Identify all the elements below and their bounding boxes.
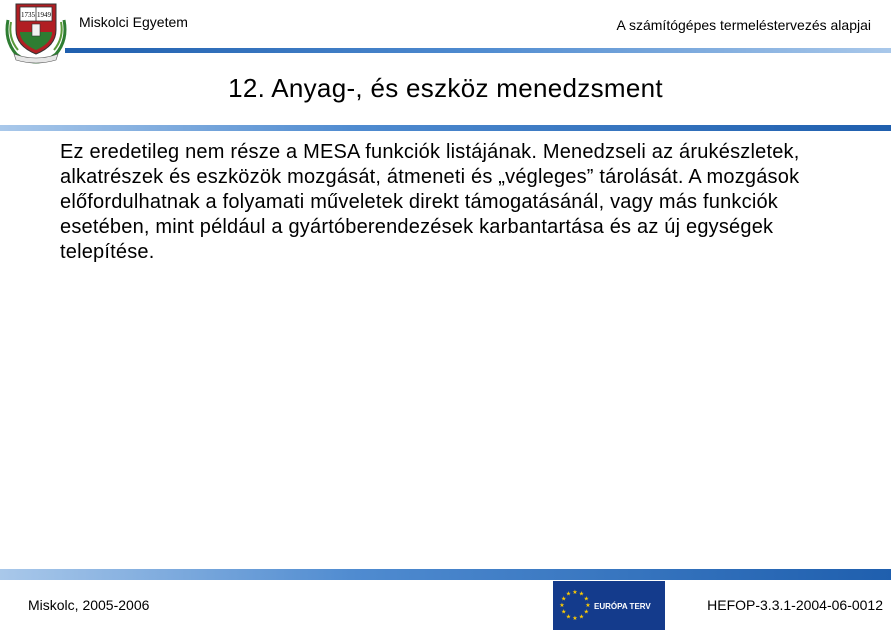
crest-year-right: 1949 [37, 11, 51, 19]
eu-logo-label: EURÓPA TERV [594, 602, 651, 611]
crest-year-left: 1735 [21, 11, 35, 19]
eu-stars-icon [553, 581, 665, 630]
eu-logo [553, 581, 665, 630]
header-university-name: Miskolci Egyetem [79, 14, 188, 30]
eu-star: ★ [565, 590, 572, 598]
eu-star: ★ [583, 595, 589, 603]
header-course-title: A számítógépes termeléstervezés alapjai [616, 17, 871, 33]
eu-star: ★ [559, 602, 565, 609]
eu-star: ★ [578, 613, 585, 621]
footer-place-date: Miskolc, 2005-2006 [28, 597, 150, 613]
slide-title: 12. Anyag-, és eszköz menedzsment [228, 73, 663, 103]
slide-body-text: Ez eredetileg nem része a MESA funkciók listájának. Menedzseli az árukészletek, alkatrészek és eszközök mozgását, átmeneti és „végleges” tárolását. A mozgások előfordulhatnak a folyamati műveletek direkt támogatásánál, vagy más funkciók esetében, mint például a gyártóberendezések karbantartása és az új egységek telepítése. [60, 141, 800, 263]
university-crest-icon [2, 0, 70, 66]
university-logo [2, 0, 70, 66]
footer-project-code: HEFOP-3.3.1-2004-06-0012 [707, 597, 883, 613]
eu-star: ★ [572, 589, 578, 596]
footer-divider-bar [0, 569, 891, 580]
eu-star: ★ [565, 613, 572, 621]
title-divider-bar [0, 125, 891, 131]
eu-star: ★ [572, 615, 578, 622]
eu-star: ★ [585, 602, 591, 609]
eu-star: ★ [583, 608, 589, 616]
eu-star: ★ [561, 595, 567, 603]
eu-star: ★ [561, 608, 567, 616]
eu-star: ★ [578, 590, 585, 598]
header-divider-bar [65, 48, 891, 53]
